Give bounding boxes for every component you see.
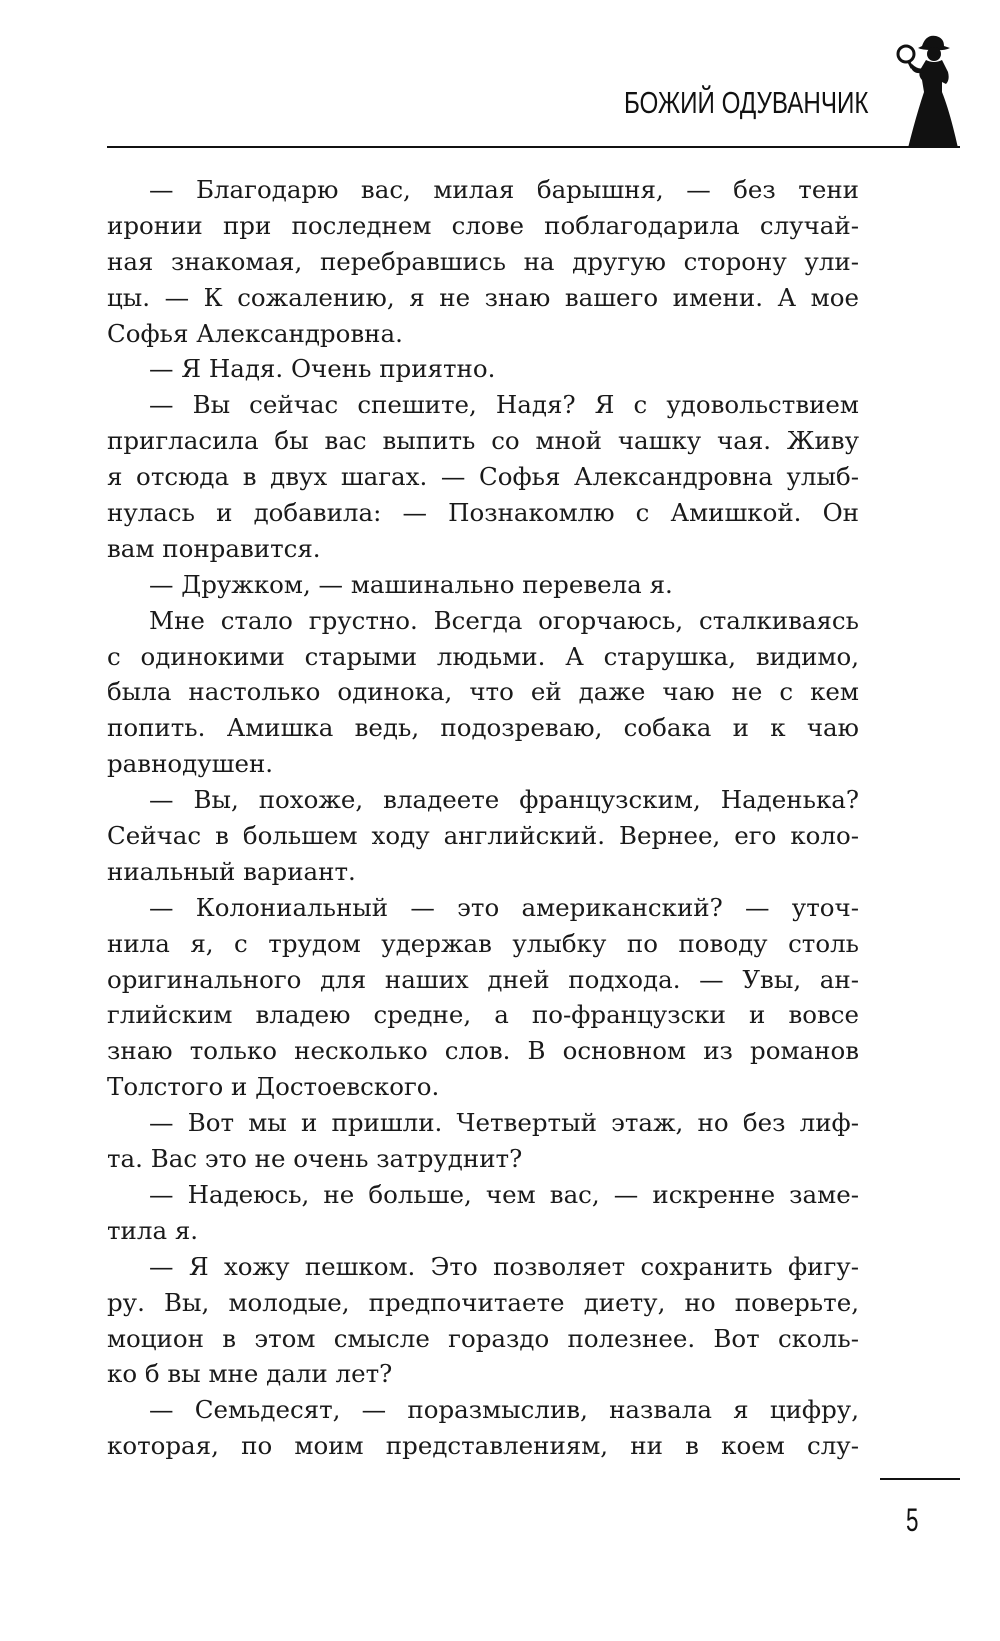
- text-line: — Я Надя. Очень приятно.: [149, 354, 496, 384]
- text-line: Толстого и Достоевского.: [107, 1072, 440, 1102]
- text-line: — Колониальный — это американский? — уточ-: [149, 892, 859, 922]
- text-line: — Благодарю вас, милая барышня, — без тени: [149, 175, 859, 204]
- text-line: пригласила бы вас выпить со мной чашку чая. Живу: [107, 426, 859, 456]
- text-line: иронии при последнем слове поблагодарила случай-: [107, 210, 859, 240]
- text-body: [107, 172, 859, 1464]
- text-line: я отсюда в двух шагах. — Софья Александровна улыб-: [107, 462, 859, 492]
- detective-silhouette-icon: [892, 32, 962, 150]
- text-line: цы. — К сожалению, я не знаю вашего имени. А мое: [107, 282, 859, 312]
- header-rule: [107, 146, 960, 148]
- text-line: — Вы сейчас спешите, Надя? Я с удовольствием: [149, 390, 859, 420]
- text-line: Сейчас в большем ходу английский. Вернее, его коло-: [107, 821, 859, 851]
- text-line: та. Вас это не очень затруднит?: [107, 1144, 523, 1174]
- page-number: 5: [906, 1502, 919, 1538]
- text-line: ниальный вариант.: [107, 856, 356, 886]
- footer-rule: [880, 1478, 960, 1480]
- text-line: тила я.: [107, 1215, 199, 1245]
- text-line: — Дружком, — машинально перевела я.: [149, 569, 673, 599]
- text-line: оригинального для наших дней подхода. — Увы, ан-: [107, 964, 859, 994]
- text-line: ру. Вы, молодые, предпочитаете диету, но поверьте,: [107, 1287, 859, 1317]
- text-line: которая, по моим представлениям, ни в коем слу-: [107, 1431, 859, 1461]
- text-line: нила я, с трудом удержав улыбку по поводу столь: [107, 928, 859, 958]
- text-line: Софья Александровна.: [107, 318, 403, 348]
- text-line: равнодушен.: [107, 749, 274, 779]
- text-line: — Надеюсь, не больше, чем вас, — искренне заме-: [149, 1179, 859, 1209]
- text-line: ная знакомая, перебравшись на другую сторону ули-: [107, 246, 859, 276]
- text-line: с одинокими старыми людьми. А старушка, видимо,: [107, 641, 859, 671]
- text-line: знаю только несколько слов. В основном из романов: [107, 1036, 859, 1066]
- text-line: Мне стало грустно. Всегда огорчаюсь, сталкиваясь: [149, 605, 859, 635]
- text-line: попить. Амишка ведь, подозреваю, собака и к чаю: [107, 713, 859, 743]
- running-title: БОЖИЙ ОДУВАНЧИК: [623, 85, 868, 120]
- text-line: моцион в этом смысле гораздо полезнее. Вот сколь-: [107, 1323, 859, 1353]
- text-line: — Я хожу пешком. Это позволяет сохранить фигу-: [149, 1251, 859, 1281]
- text-line: нулась и добавила: — Познакомлю с Амишкой. Он: [107, 498, 859, 528]
- text-line: глийским владею средне, а по-французски и вовсе: [107, 1000, 859, 1030]
- text-line: — Семьдесят, — поразмыслив, назвала я цифру,: [149, 1395, 859, 1425]
- text-line: вам понравится.: [107, 533, 321, 563]
- text-line: была настолько одинока, что ей даже чаю не с кем: [107, 677, 859, 707]
- text-line: — Вот мы и пришли. Четвертый этаж, но без лиф-: [149, 1108, 859, 1138]
- text-line: ко б вы мне дали лет?: [107, 1359, 393, 1389]
- text-line: — Вы, похоже, владеете французским, Наденька?: [149, 785, 859, 815]
